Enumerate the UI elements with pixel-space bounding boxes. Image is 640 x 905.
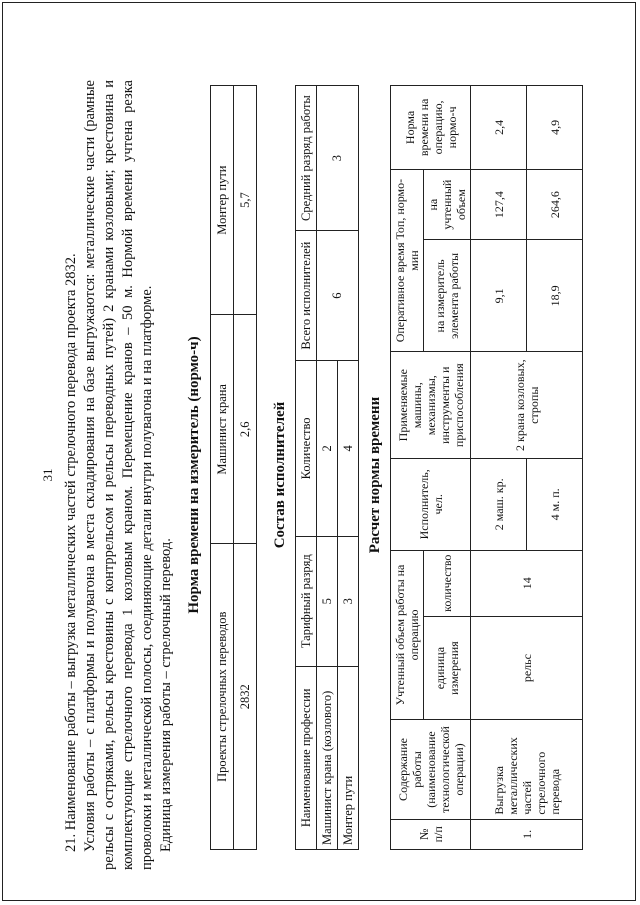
- page-number: 31: [40, 468, 55, 482]
- norm-cell-track: 5,7: [234, 86, 257, 315]
- work-description: [62, 80, 176, 870]
- calc-header-optime: Оперативное время Топ, нормо-мин: [391, 169, 424, 352]
- work-unit: Единица измерения работы – стрелочный перевод.: [158, 538, 174, 852]
- norm-header-track: Монтер пути: [211, 86, 234, 315]
- table-row: [317, 86, 338, 850]
- crew-table: [295, 85, 359, 850]
- calc-per-vol: 264,6: [527, 169, 583, 240]
- norm-table: [210, 85, 257, 850]
- calc-exec: 4 м. п.: [527, 459, 583, 550]
- calc-exec: 2 маш. кр.: [471, 459, 527, 550]
- norm-cell-project: 2832: [234, 544, 257, 850]
- calc-header-content: Содержание работы (наименование технологической операции): [391, 720, 471, 819]
- calc-norm: 2,4: [471, 86, 527, 170]
- norm-header-crane: Машинист крана: [211, 315, 234, 544]
- calc-per-vol: 127,4: [471, 169, 527, 240]
- crew-grade: 5: [317, 536, 338, 666]
- crew-profession: Монтер пути: [338, 666, 359, 849]
- calc-unit: рельс: [471, 616, 583, 720]
- crew-header-count: Количество: [296, 361, 317, 537]
- calc-table-title: Расчет нормы времени: [367, 396, 383, 554]
- work-title: 21. Наименование работы – выгрузка металлических частей стрелочного перевода проекта 2832.: [63, 253, 79, 852]
- calc-header-qty: количество: [424, 550, 471, 616]
- norm-cell-crane: 2,6: [234, 315, 257, 544]
- calc-header-unit: единица измерения: [424, 616, 471, 720]
- norm-table-title: Норма времени на измеритель (нормо-ч): [186, 336, 202, 614]
- rotated-document: [40, 80, 600, 870]
- calc-content: Выгрузка металлических частей стрелочного перевода: [471, 720, 583, 819]
- crew-table-title: Состав исполнителей: [272, 401, 288, 549]
- work-conditions: Условия работы – с платформы и полувагона в места складирования на базе выгружаются: металлические части (рамные рельсы с остряками, рельсы крестовины с контррельсом и рельсы переводных путей) 2 кранами козловыми; крестовина и комплектующие стрелочного перевода 1 козловым краном. Перемещение кранов – 50 м. Нормой времени учтена резка проволоки и металлической полосы, соединяющие детали внутри полувагона и на платформе.: [82, 80, 155, 870]
- crew-avg-grade: 3: [317, 86, 359, 231]
- calc-per-unit: 18,9: [527, 240, 583, 352]
- calc-table: [390, 85, 583, 850]
- calc-header-volume: Учтенный объем работы на операцию: [391, 550, 424, 720]
- crew-grade: 3: [338, 536, 359, 666]
- calc-header-machines: Применяемые машины, механизмы, инструменты и приспособления: [391, 352, 471, 459]
- calc-num: 1.: [471, 819, 583, 849]
- crew-total: 6: [317, 231, 359, 361]
- calc-header-per-unit: на измеритель элемента работы: [424, 240, 471, 352]
- crew-header-total: Всего исполнителей: [296, 231, 317, 361]
- norm-header-project: Проекты стрелочных переводов: [211, 544, 234, 850]
- table-row: [471, 86, 527, 850]
- calc-qty: 14: [471, 550, 583, 616]
- calc-header-num: № п/п: [391, 819, 471, 849]
- calc-per-unit: 9,1: [471, 240, 527, 352]
- calc-header-per-vol: на учтенный объем: [424, 169, 471, 240]
- crew-header-avg: Средний разряд работы: [296, 86, 317, 231]
- crew-header-grade: Тарифный разряд: [296, 536, 317, 666]
- calc-header-exec: Исполнитель, чел.: [391, 459, 471, 550]
- crew-count: 2: [317, 361, 338, 537]
- crew-profession: Машинист крана (козлового): [317, 666, 338, 849]
- calc-header-norm: Норма времени на операцию, нормо-ч: [391, 86, 471, 170]
- crew-header-profession: Наименование профессии: [296, 666, 317, 849]
- crew-count: 4: [338, 361, 359, 537]
- calc-machines: 2 крана козловых, стропы: [471, 352, 583, 459]
- calc-norm: 4,9: [527, 86, 583, 170]
